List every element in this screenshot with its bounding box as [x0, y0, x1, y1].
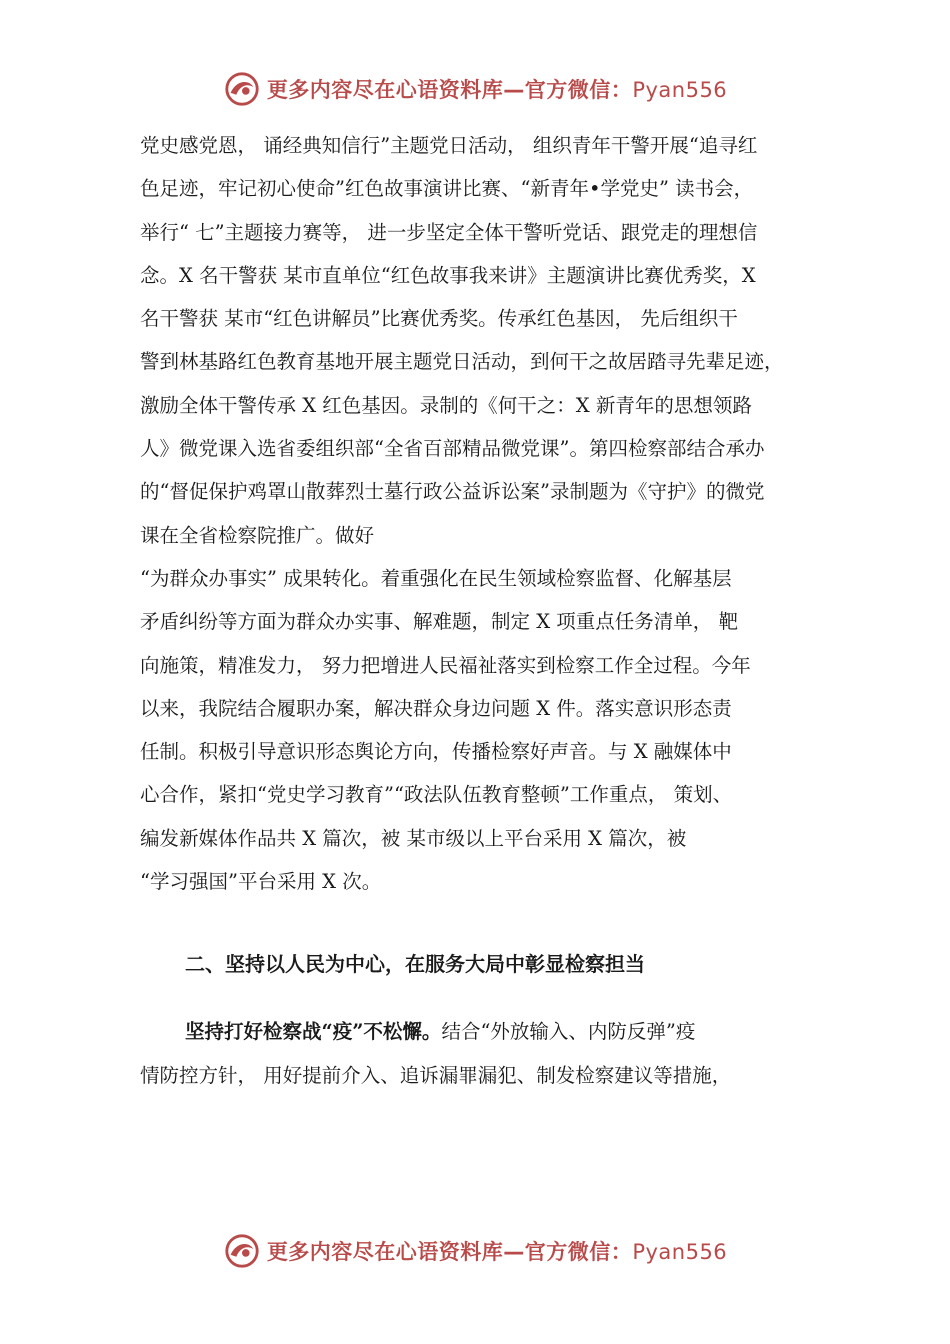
body-line: 以来，我院结合履职办案，解决群众身边问题 X 件。落实意识形态责 [140, 696, 732, 720]
body-line: “为群众办事实” 成果转化。着重强化在民生领域检察监督、化解基层 [140, 566, 732, 590]
header-watermark [0, 70, 950, 108]
body-line: 人》微党课入选省委组织部“全省百部精品微党课”。第四检察部结合承办 [140, 437, 765, 461]
watermark-label: 更多内容尽在心语资料库—官方微信： [266, 78, 633, 102]
para2-lead-rest: 结合“外放输入、内防反弹”疫 [441, 1020, 696, 1043]
swirl-logo-icon [223, 1232, 261, 1270]
body-line: 向施策，精准发力， 努力把增进人民福祉落实到检察工作全过程。今年 [140, 653, 751, 677]
watermark-text [267, 74, 727, 104]
watermark-id: Pyan556 [632, 1240, 728, 1264]
body-line: “学习强国”平台采用 X 次。 [140, 870, 382, 894]
body-line: 任制。积极引导意识形态舆论方向，传播检察好声音。与 X 融媒体中 [140, 740, 732, 764]
body-line: 举行“ 七”主题接力赛等， 进一步坚定全体干警听党话、跟党走的理想信 [140, 220, 758, 244]
body-line: 心合作，紧扣“党史学习教育”“政法队伍教育整顿”工作重点， 策划、 [140, 783, 733, 807]
body-line: 色足迹，牢记初心使命”红色故事演讲比赛、“新青年•学党史” 读书会， [140, 177, 754, 201]
body-line: 警到林基路红色教育基地开展主题党日活动，到何干之故居踏寻先辈足迹， [140, 350, 784, 374]
section-heading: 二、坚持以人民为中心，在服务大局中彰显检察担当 [185, 952, 645, 976]
body-line: 念。X 名干警获 某市直单位“红色故事我来讲》主题演讲比赛优秀奖，X [140, 263, 756, 287]
para2-line-2: 情防控方针， 用好提前介入、追诉漏罪漏犯、制发检察建议等措施， [140, 1064, 732, 1087]
swirl-logo-icon [223, 70, 261, 108]
body-line: 激励全体干警传承 X 红色基因。录制的《何干之：X 新青年的思想领路 [140, 393, 752, 417]
watermark-id: Pyan556 [632, 78, 728, 102]
second-paragraph [140, 1010, 830, 1098]
body-line: 课在全省检察院推广。做好 [140, 523, 375, 547]
para2-line-1 [140, 1010, 830, 1054]
watermark-label: 更多内容尽在心语资料库—官方微信： [266, 1240, 633, 1264]
body-line: 党史感党恩， 诵经典知信行”主题党日活动， 组织青年干警开展“追寻红 [140, 134, 758, 157]
footer-watermark [0, 1232, 950, 1270]
body-line: 的“督促保护鸡罩山散葬烈士墓行政公益诉讼案”录制题为《守护》的微党 [140, 480, 765, 504]
watermark-text [267, 1236, 727, 1266]
para2-lead-bold: 坚持打好检察战“疫”不松懈。 [185, 1020, 442, 1043]
body-line: 名干警获 某市“红色讲解员”比赛优秀奖。传承红色基因， 先后组织干 [140, 307, 738, 331]
body-paragraph [140, 124, 830, 903]
body-line: 矛盾纠纷等方面为群众办实事、解难题，制定 X 项重点任务清单， 靶 [140, 610, 738, 634]
body-line: 编发新媒体作品共 X 篇次，被 某市级以上平台采用 X 篇次，被 [140, 826, 687, 850]
